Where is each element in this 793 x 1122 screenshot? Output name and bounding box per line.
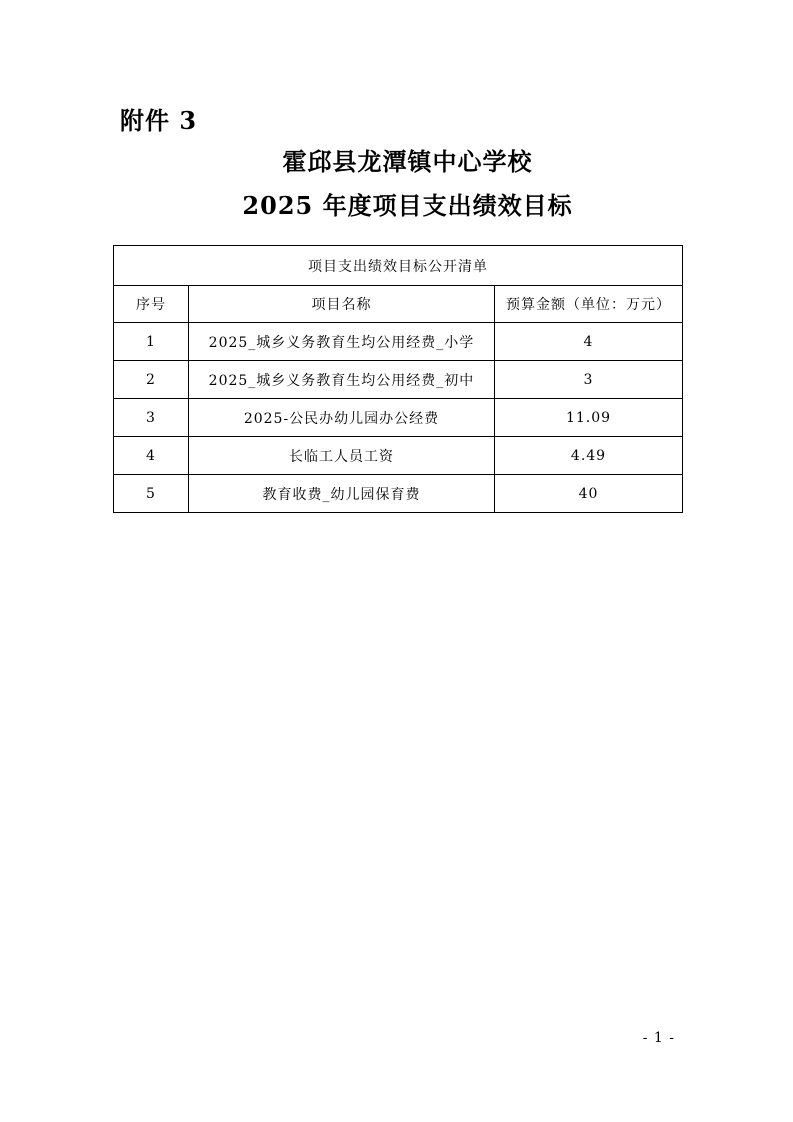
cell-name: 2025_城乡义务教育生均公用经费_初中 — [189, 361, 495, 399]
table-caption: 项目支出绩效目标公开清单 — [114, 246, 683, 286]
cell-index: 2 — [114, 361, 189, 399]
table-row — [114, 437, 683, 475]
cell-index: 1 — [114, 323, 189, 361]
document-title — [0, 140, 793, 228]
header-amount: 预算金额（单位：万元） — [495, 286, 683, 323]
table-caption-row — [114, 246, 683, 286]
title-line-1: 霍邱县龙潭镇中心学校 — [282, 147, 533, 176]
attachment-label: 附件 3 — [120, 106, 198, 135]
table-header-row — [114, 286, 683, 323]
cell-amount: 4 — [495, 323, 683, 361]
cell-name: 2025-公民办幼儿园办公经费 — [189, 399, 495, 437]
page-number: - 1 - — [642, 1030, 675, 1046]
table-row — [114, 323, 683, 361]
cell-name: 2025_城乡义务教育生均公用经费_小学 — [189, 323, 495, 361]
cell-amount: 11.09 — [495, 399, 683, 437]
header-name: 项目名称 — [189, 286, 495, 323]
cell-index: 3 — [114, 399, 189, 437]
budget-table — [113, 245, 683, 513]
table-row — [114, 399, 683, 437]
header-index: 序号 — [114, 286, 189, 323]
cell-index: 5 — [114, 475, 189, 513]
cell-name: 教育收费_幼儿园保育费 — [189, 475, 495, 513]
table-row — [114, 475, 683, 513]
cell-index: 4 — [114, 437, 189, 475]
cell-amount: 40 — [495, 475, 683, 513]
title-line-2: 2025 年度项目支出绩效目标 — [242, 191, 573, 220]
cell-amount: 4.49 — [495, 437, 683, 475]
table-row — [114, 361, 683, 399]
cell-name: 长临工人员工资 — [189, 437, 495, 475]
cell-amount: 3 — [495, 361, 683, 399]
